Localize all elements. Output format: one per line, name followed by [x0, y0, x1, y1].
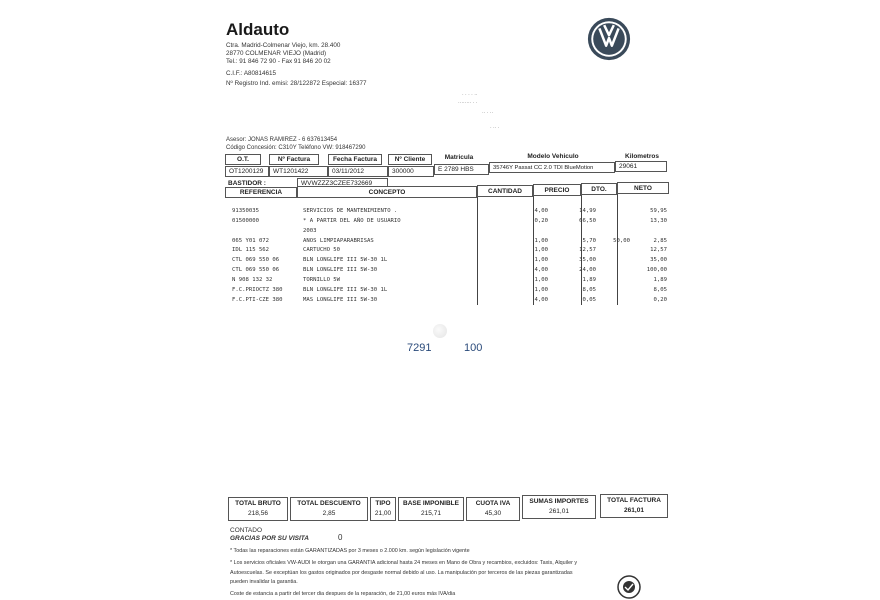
faint-mark: ········ · ·	[458, 100, 478, 106]
header-factura: Nº Factura	[269, 154, 319, 165]
table-row	[230, 277, 670, 287]
cell-net: 100,00	[646, 267, 667, 274]
company-name: Aldauto	[226, 20, 290, 39]
cell-net: 0,20	[653, 296, 667, 303]
cell-ref: F.C.PRIOCTZ 380	[232, 286, 283, 293]
footnote-3: Autoescuelas. Se exceptúan los gastos originados por desgaste normal debido al uso. La manipulación por terceros de las piezas garantizadas	[230, 570, 573, 576]
value-matricula: E 2789 HBS	[434, 164, 489, 175]
cell-ref: F.C.PTI-CZE 380	[232, 296, 283, 303]
cell-concept: 2003	[303, 227, 317, 234]
header-referencia: REFERENCIA	[225, 187, 297, 198]
cell-ref: CTL 069 550 06	[232, 257, 280, 264]
cell-net: 8,05	[653, 286, 667, 293]
header-precio: PRECIO	[533, 184, 581, 196]
cell-price: 14,99	[579, 208, 596, 214]
cell-price: 0,05	[582, 296, 596, 303]
total-bruto-value: 218,56	[248, 510, 268, 517]
address-line-3: Tel.: 91 846 72 90 - Fax 91 846 20 02	[226, 58, 331, 65]
total-factura-label: TOTAL FACTURA	[607, 497, 661, 504]
table-row	[230, 228, 670, 238]
cell-price: 35,00	[579, 257, 596, 264]
value-factura: WT1201422	[269, 166, 328, 177]
cell-ref: 065 Y01 072	[232, 237, 270, 244]
cell-concept: SERVICIOS DE MANTENIMIENTO .	[303, 208, 398, 214]
cell-net: 2,85	[653, 237, 667, 244]
faint-mark: · · · · ··	[462, 92, 478, 98]
table-row	[230, 297, 670, 307]
contado-label: CONTADO	[230, 527, 263, 534]
cell-concept: BLN LONGLIFE III 5W-30 1L	[303, 286, 388, 293]
sumas-importes-label: SUMAS IMPORTES	[529, 498, 589, 505]
header-concepto: CONCEPTO	[297, 186, 477, 198]
sumas-importes-value: 261,01	[549, 508, 569, 515]
footnote-1: * Todas las reparaciones están GARANTIZADAS por 3 meses o 2.000 km. según legislación vigente	[230, 548, 470, 554]
cuota-iva-cell	[466, 497, 520, 521]
cell-qty: 1,00	[534, 237, 548, 244]
footnote-5: Coste de estancia a partir del tercer dia despues de la reparación, de 21,00 euros más IVA/dia	[230, 591, 456, 597]
header-modelo: Modelo Vehiculo	[497, 151, 609, 162]
table-row	[230, 208, 670, 218]
header-ot: O.T.	[225, 154, 261, 165]
cell-concept: ANOS LIMPIAPARABRISAS	[303, 237, 374, 244]
total-factura-cell	[600, 494, 668, 518]
value-fecha: 03/11/2012	[328, 166, 388, 177]
header-fecha: Fecha Factura	[328, 154, 382, 165]
cell-price: 5,70	[582, 237, 596, 244]
cell-concept: * A PARTIR DEL AÑO DE USUARIO	[303, 217, 401, 224]
codigo-line: Código Concesión: C310Y Teléfono VW: 918467290	[226, 145, 366, 151]
header-cantidad: CANTIDAD	[477, 185, 533, 197]
zero-value: 0	[338, 533, 343, 542]
table-row	[230, 287, 670, 297]
cell-qty: 4,00	[534, 267, 548, 274]
header-cliente: Nº Cliente	[388, 154, 432, 165]
cell-ref: IDL 115 562	[232, 247, 270, 254]
value-modelo: 35746Y Passat CC 2.0 TDI BlueMotion	[489, 162, 615, 173]
header-matricula: Matricula	[438, 152, 480, 163]
base-imponible-label: BASE IMPONIBLE	[403, 500, 459, 507]
cuota-iva-label: CUOTA IVA	[475, 500, 511, 507]
cell-qty: 4,00	[534, 296, 548, 303]
table-row	[230, 247, 670, 257]
cell-price: 12,57	[579, 247, 596, 254]
registro-line: Nº Registro Ind. emisi: 28/122872 Especial: 16377	[226, 80, 367, 87]
total-descuento-value: 2,85	[322, 510, 336, 517]
cell-ref: CTL 069 550 06	[232, 267, 280, 274]
cell-price: 24,00	[579, 267, 596, 274]
total-bruto-cell	[228, 497, 288, 521]
cell-qty: 4,00	[534, 208, 548, 214]
base-imponible-value: 215,71	[421, 510, 441, 517]
cell-price: 8,05	[582, 286, 596, 293]
cell-net: 59,95	[650, 208, 667, 214]
address-line-2: 28770 COLMENAR VIEJO (Madrid)	[226, 50, 327, 57]
vw-logo-icon	[586, 16, 632, 62]
sumas-importes-cell	[522, 495, 596, 519]
scan-artifact	[433, 324, 447, 338]
cif-line: C.I.F.: A80814615	[226, 70, 277, 77]
header-neto: NETO	[617, 182, 669, 194]
cell-qty: 0,20	[534, 217, 548, 224]
cell-net: 35,00	[650, 257, 667, 264]
base-imponible-cell	[398, 497, 464, 521]
mid-number-1: 7291	[407, 342, 432, 354]
cell-price: 1,89	[582, 276, 596, 283]
table-row	[230, 267, 670, 277]
cell-concept: BLN LONGLIFE III 5W-30 1L	[303, 257, 388, 264]
footnote-2: * Los servicios oficiales VW-AUDI le otorgan una GARANTIA adicional hasta 24 meses en Mano de Obra y recambios, excluidos: Taxis, Alquiler y	[230, 560, 578, 566]
cell-concept: MAS LONGLIFE III 5W-30	[303, 296, 378, 303]
footnote-4: pueden invalidar la garantia.	[230, 579, 298, 585]
value-kilometros: 29061	[615, 161, 667, 172]
tipo-value: 21,00	[374, 510, 392, 517]
cell-concept: TORNILLO 5W	[303, 276, 341, 283]
bastidor-label: BASTIDOR :	[225, 178, 297, 188]
cell-dto: 50,00	[613, 237, 630, 244]
table-row	[230, 218, 670, 228]
cell-net: 1,89	[653, 276, 667, 283]
bastidor-value: WVWZZZ3CZEE732669	[297, 178, 388, 188]
value-cliente: 300000	[388, 166, 434, 177]
header-kilometros: Kilometros	[617, 151, 667, 162]
cell-net: 12,57	[650, 247, 667, 254]
cell-qty: 1,00	[534, 257, 548, 264]
gracias-label: GRACIAS POR SU VISITA	[230, 535, 309, 542]
table-row	[230, 238, 670, 248]
cell-concept: BLN LONGLIFE III 5W-30	[303, 267, 378, 274]
table-row	[230, 257, 670, 267]
cell-ref: N 908 132 32	[232, 276, 273, 283]
mid-number-2: 100	[464, 342, 483, 354]
faint-mark: ·· · ··	[482, 110, 494, 116]
total-descuento-cell	[290, 497, 368, 521]
total-factura-value: 261,01	[624, 507, 644, 514]
cell-qty: 1,00	[534, 247, 548, 254]
cell-ref: 91350035	[232, 208, 259, 214]
asesor-line: Asesor: JONAS RAMIREZ - 6 637613454	[226, 137, 338, 143]
header-dto: DTO.	[581, 183, 617, 195]
cell-ref: 01500000	[232, 217, 259, 224]
address-line-1: Ctra. Madrid-Colmenar Viejo, km. 28.400	[226, 42, 341, 49]
total-descuento-label: TOTAL DESCUENTO	[297, 500, 361, 507]
cell-net: 13,30	[650, 217, 667, 224]
total-bruto-label: TOTAL BRUTO	[235, 500, 281, 507]
cell-qty: 1,00	[534, 286, 548, 293]
cuota-iva-value: 45,30	[484, 510, 502, 517]
cell-price: 66,50	[579, 217, 596, 224]
faint-mark: · ·· ·	[490, 125, 500, 131]
value-ot: OT1200129	[225, 166, 269, 177]
cell-qty: 1,00	[534, 276, 548, 283]
quality-seal-icon	[617, 575, 641, 599]
tipo-cell	[370, 497, 396, 521]
cell-concept: CARTUCHO 50	[303, 247, 341, 254]
tipo-label: TIPO	[375, 500, 391, 507]
